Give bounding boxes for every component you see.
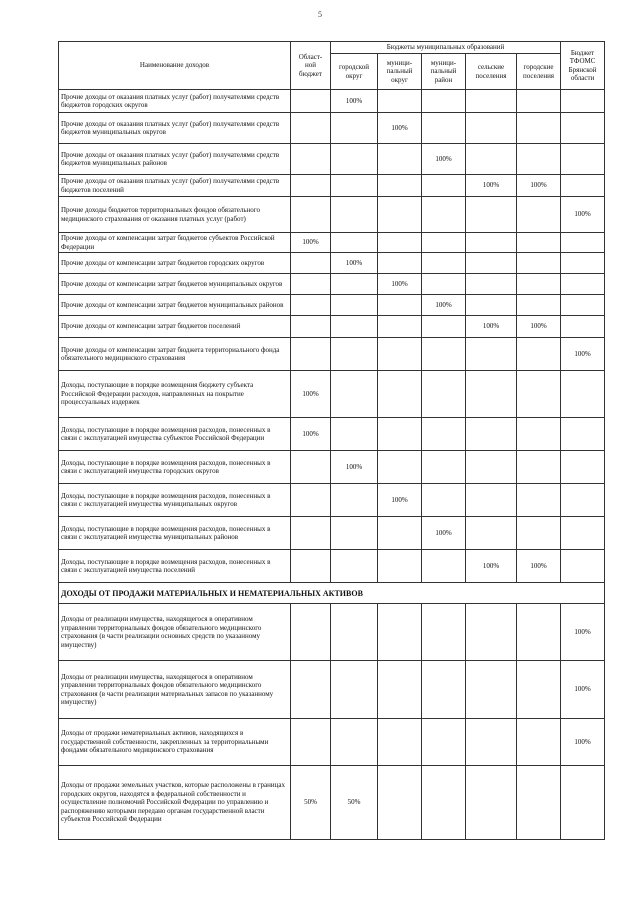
share-rural-cell [466, 451, 517, 484]
share-tfoms-cell: 100% [561, 661, 605, 719]
header-city-district: городской округ [331, 54, 378, 90]
income-name-cell: Доходы, поступающие в порядке возмещения бюджету субъекта Российской Федерации расходов, направленных на покрытие процессуальных издержек [59, 371, 291, 418]
share-rural-cell [466, 517, 517, 550]
header-rural: сельские поселения [466, 54, 517, 90]
share-municipal-district-cell [378, 766, 422, 840]
share-regional-cell [291, 197, 331, 233]
share-urban-cell [517, 766, 561, 840]
table-row [59, 253, 605, 274]
income-name-cell: Прочие доходы от компенсации затрат бюджетов субъектов Российской Федерации [59, 233, 291, 253]
share-municipal-district-cell [378, 661, 422, 719]
share-tfoms-cell [561, 451, 605, 484]
share-municipal-area-cell [422, 418, 466, 451]
share-municipal-area-cell [422, 253, 466, 274]
share-tfoms-cell [561, 90, 605, 113]
income-name-cell: Прочие доходы от компенсации затрат бюджетов муниципальных округов [59, 274, 291, 295]
share-regional-cell [291, 604, 331, 661]
share-municipal-area-cell [422, 274, 466, 295]
share-urban-cell [517, 418, 561, 451]
share-tfoms-cell [561, 766, 605, 840]
share-city-district-cell: 100% [331, 253, 378, 274]
share-regional-cell [291, 90, 331, 113]
share-rural-cell [466, 418, 517, 451]
share-rural-cell [466, 604, 517, 661]
share-city-district-cell [331, 517, 378, 550]
table-row [59, 144, 605, 175]
share-regional-cell [291, 253, 331, 274]
share-municipal-district-cell [378, 90, 422, 113]
share-city-district-cell [331, 604, 378, 661]
share-tfoms-cell [561, 371, 605, 418]
income-name-cell: Доходы, поступающие в порядке возмещения расходов, понесенных в связи с эксплуатацией имущества городских округов [59, 451, 291, 484]
header-name: Наименование доходов [59, 42, 291, 90]
share-urban-cell [517, 113, 561, 144]
income-name-cell: Доходы, поступающие в порядке возмещения расходов, понесенных в связи с эксплуатацией имущества муниципальных округов [59, 484, 291, 517]
share-municipal-district-cell [378, 233, 422, 253]
share-municipal-area-cell [422, 233, 466, 253]
income-name-cell: Доходы от продажи земельных участков, которые расположены в границах городских округов, находятся в федеральной собственности и осуществление полномочий Российской Федерации по управлению и распоряжению которыми передано органам государственной власти субъектов Российской Федерации [59, 766, 291, 840]
table-row [59, 719, 605, 766]
share-regional-cell [291, 661, 331, 719]
share-urban-cell [517, 604, 561, 661]
share-municipal-district-cell [378, 517, 422, 550]
share-urban-cell [517, 274, 561, 295]
income-name-cell: Прочие доходы от оказания платных услуг (работ) получателями средств бюджетов муниципальных округов [59, 113, 291, 144]
share-municipal-district-cell [378, 604, 422, 661]
share-regional-cell [291, 113, 331, 144]
share-municipal-area-cell [422, 484, 466, 517]
revenue-distribution-table [58, 41, 605, 840]
table-row [59, 550, 605, 583]
share-regional-cell [291, 550, 331, 583]
share-tfoms-cell [561, 233, 605, 253]
header-municipal-area: муници- пальный район [422, 54, 466, 90]
header-municipal-district: муници- пальный округ [378, 54, 422, 90]
share-municipal-district-cell [378, 144, 422, 175]
share-municipal-area-cell [422, 766, 466, 840]
income-name-cell: Доходы от реализации имущества, находящегося в оперативном управлении территориальных фондов обязательного медицинского страхования (в части реализации материальных запасов по указанному имуществу) [59, 661, 291, 719]
table-row [59, 197, 605, 233]
section-heading: ДОХОДЫ ОТ ПРОДАЖИ МАТЕРИАЛЬНЫХ И НЕМАТЕРИАЛЬНЫХ АКТИВОВ [59, 583, 605, 604]
table-row [59, 175, 605, 197]
share-rural-cell [466, 766, 517, 840]
share-municipal-area-cell [422, 604, 466, 661]
share-tfoms-cell [561, 295, 605, 316]
share-urban-cell [517, 517, 561, 550]
share-tfoms-cell: 100% [561, 338, 605, 371]
share-municipal-district-cell [378, 550, 422, 583]
share-tfoms-cell [561, 418, 605, 451]
share-municipal-district-cell [378, 175, 422, 197]
share-regional-cell: 100% [291, 418, 331, 451]
share-municipal-area-cell [422, 371, 466, 418]
share-rural-cell [466, 274, 517, 295]
share-municipal-area-cell [422, 661, 466, 719]
share-rural-cell [466, 661, 517, 719]
share-urban-cell: 100% [517, 175, 561, 197]
share-municipal-district-cell [378, 197, 422, 233]
share-municipal-area-cell [422, 113, 466, 144]
income-name-cell: Прочие доходы от компенсации затрат бюджетов муниципальных районов [59, 295, 291, 316]
share-regional-cell: 100% [291, 371, 331, 418]
income-name-cell: Прочие доходы от компенсации затрат бюджета территориального фонда обязательного медицинского страхования [59, 338, 291, 371]
header-regional: Област- ной бюджет [291, 42, 331, 90]
income-name-cell: Доходы, поступающие в порядке возмещения расходов, понесенных в связи с эксплуатацией имущества поселений [59, 550, 291, 583]
page-number: 5 [318, 10, 322, 19]
share-rural-cell [466, 90, 517, 113]
header-municipal-group: Бюджеты муниципальных образований [331, 42, 561, 54]
table-row [59, 316, 605, 338]
income-name-cell: Прочие доходы от оказания платных услуг (работ) получателями средств бюджетов городских округов [59, 90, 291, 113]
section-row [59, 583, 605, 604]
share-rural-cell [466, 719, 517, 766]
income-name-cell: Прочие доходы от оказания платных услуг (работ) получателями средств бюджетов муниципальных районов [59, 144, 291, 175]
share-regional-cell [291, 719, 331, 766]
share-tfoms-cell: 100% [561, 197, 605, 233]
share-city-district-cell: 100% [331, 451, 378, 484]
share-municipal-district-cell: 100% [378, 274, 422, 295]
table-row [59, 90, 605, 113]
income-name-cell: Прочие доходы от оказания платных услуг (работ) получателями средств бюджетов поселений [59, 175, 291, 197]
header-urban: городские поселения [517, 54, 561, 90]
share-municipal-area-cell [422, 338, 466, 371]
share-urban-cell: 100% [517, 316, 561, 338]
share-regional-cell: 50% [291, 766, 331, 840]
share-city-district-cell [331, 113, 378, 144]
share-municipal-area-cell [422, 90, 466, 113]
share-municipal-area-cell [422, 316, 466, 338]
share-urban-cell [517, 197, 561, 233]
share-rural-cell [466, 338, 517, 371]
share-rural-cell [466, 371, 517, 418]
share-municipal-district-cell [378, 295, 422, 316]
share-municipal-area-cell [422, 719, 466, 766]
share-tfoms-cell: 100% [561, 604, 605, 661]
table-row [59, 295, 605, 316]
share-regional-cell [291, 484, 331, 517]
share-rural-cell [466, 253, 517, 274]
share-city-district-cell [331, 295, 378, 316]
share-urban-cell [517, 253, 561, 274]
share-tfoms-cell [561, 175, 605, 197]
share-municipal-area-cell: 100% [422, 295, 466, 316]
share-city-district-cell [331, 418, 378, 451]
share-city-district-cell: 50% [331, 766, 378, 840]
share-regional-cell [291, 274, 331, 295]
share-city-district-cell [331, 661, 378, 719]
share-city-district-cell [331, 175, 378, 197]
share-regional-cell [291, 144, 331, 175]
table-row [59, 233, 605, 253]
share-city-district-cell [331, 550, 378, 583]
income-name-cell: Доходы, поступающие в порядке возмещения расходов, понесенных в связи с эксплуатацией имущества субъектов Российской Федерации [59, 418, 291, 451]
income-name-cell: Доходы от реализации имущества, находящегося в оперативном управлении территориальных фондов обязательного медицинского страхования (в части реализации основных средств по указанному имуществу) [59, 604, 291, 661]
share-city-district-cell [331, 371, 378, 418]
share-tfoms-cell [561, 253, 605, 274]
share-tfoms-cell: 100% [561, 719, 605, 766]
share-urban-cell [517, 233, 561, 253]
share-urban-cell [517, 661, 561, 719]
share-tfoms-cell [561, 550, 605, 583]
share-tfoms-cell [561, 484, 605, 517]
share-regional-cell [291, 175, 331, 197]
share-municipal-district-cell: 100% [378, 113, 422, 144]
share-municipal-area-cell [422, 175, 466, 197]
share-regional-cell [291, 295, 331, 316]
income-name-cell: Прочие доходы от компенсации затрат бюджетов поселений [59, 316, 291, 338]
share-rural-cell [466, 144, 517, 175]
share-rural-cell: 100% [466, 175, 517, 197]
table-row [59, 604, 605, 661]
share-rural-cell [466, 484, 517, 517]
share-tfoms-cell [561, 274, 605, 295]
table-row [59, 484, 605, 517]
share-city-district-cell [331, 233, 378, 253]
table-row [59, 451, 605, 484]
table-row [59, 113, 605, 144]
share-urban-cell [517, 338, 561, 371]
share-city-district-cell [331, 484, 378, 517]
share-rural-cell: 100% [466, 316, 517, 338]
share-tfoms-cell [561, 316, 605, 338]
share-municipal-area-cell [422, 451, 466, 484]
share-city-district-cell [331, 144, 378, 175]
share-municipal-area-cell [422, 197, 466, 233]
share-rural-cell [466, 295, 517, 316]
income-name-cell: Прочие доходы бюджетов территориальных фондов обязательного медицинского страхования от оказания платных услуг (работ) [59, 197, 291, 233]
share-regional-cell [291, 451, 331, 484]
table-row [59, 274, 605, 295]
share-tfoms-cell [561, 113, 605, 144]
share-rural-cell: 100% [466, 550, 517, 583]
share-municipal-district-cell [378, 316, 422, 338]
share-urban-cell: 100% [517, 550, 561, 583]
share-city-district-cell [331, 274, 378, 295]
income-name-cell: Доходы от продажи нематериальных активов, находящихся в государственной собственности, закрепленных за территориальными фондами обязательного медицинского страхования [59, 719, 291, 766]
share-regional-cell [291, 338, 331, 371]
share-municipal-district-cell [378, 719, 422, 766]
share-municipal-district-cell [378, 253, 422, 274]
income-name-cell: Доходы, поступающие в порядке возмещения расходов, понесенных в связи с эксплуатацией имущества муниципальных районов [59, 517, 291, 550]
income-name-cell: Прочие доходы от компенсации затрат бюджетов городских округов [59, 253, 291, 274]
share-municipal-area-cell: 100% [422, 144, 466, 175]
share-municipal-district-cell: 100% [378, 484, 422, 517]
share-rural-cell [466, 113, 517, 144]
share-municipal-area-cell [422, 550, 466, 583]
share-city-district-cell [331, 316, 378, 338]
share-rural-cell [466, 197, 517, 233]
share-urban-cell [517, 719, 561, 766]
table-row [59, 338, 605, 371]
share-urban-cell [517, 484, 561, 517]
share-urban-cell [517, 295, 561, 316]
share-regional-cell: 100% [291, 233, 331, 253]
share-city-district-cell [331, 338, 378, 371]
share-urban-cell [517, 451, 561, 484]
share-regional-cell [291, 517, 331, 550]
share-tfoms-cell [561, 144, 605, 175]
header-tfoms: Бюджет ТФОМС Брянской области [561, 42, 605, 90]
share-municipal-district-cell [378, 451, 422, 484]
share-municipal-district-cell [378, 418, 422, 451]
share-tfoms-cell [561, 517, 605, 550]
share-urban-cell [517, 90, 561, 113]
share-city-district-cell [331, 719, 378, 766]
table-row [59, 661, 605, 719]
share-municipal-area-cell: 100% [422, 517, 466, 550]
share-urban-cell [517, 371, 561, 418]
share-city-district-cell: 100% [331, 90, 378, 113]
share-city-district-cell [331, 197, 378, 233]
table-row [59, 517, 605, 550]
table-row [59, 418, 605, 451]
share-municipal-district-cell [378, 371, 422, 418]
table-row [59, 371, 605, 418]
share-rural-cell [466, 233, 517, 253]
table-row [59, 766, 605, 840]
share-municipal-district-cell [378, 338, 422, 371]
share-urban-cell [517, 144, 561, 175]
share-regional-cell [291, 316, 331, 338]
